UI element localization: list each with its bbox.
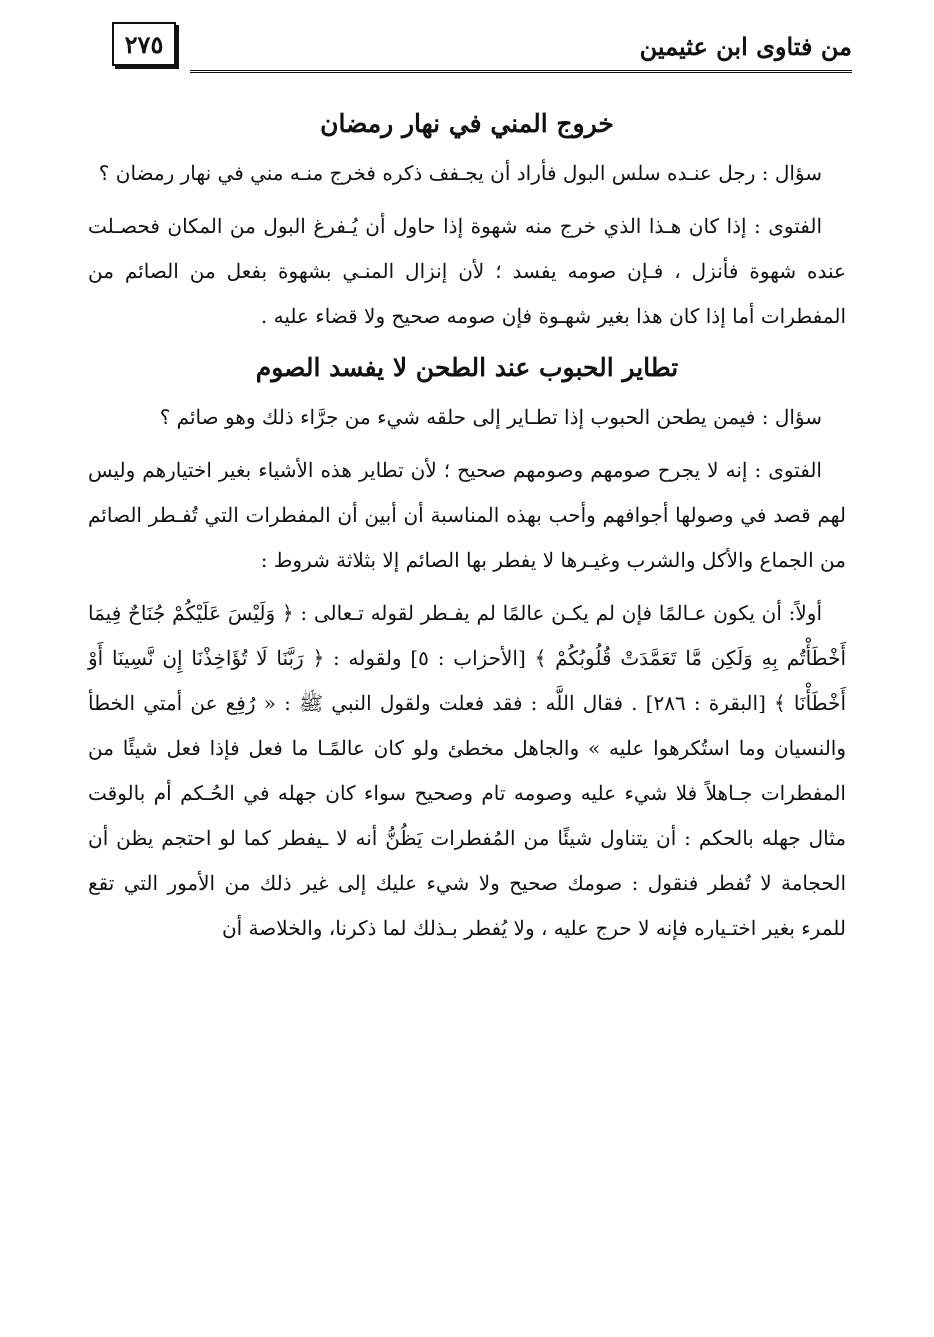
answer-paragraph — [88, 204, 846, 339]
question-paragraph — [88, 395, 846, 440]
answer-text: الفتوى : إنه لا يجرح صومهم وصومهم صحيح ؛ لأن تطاير هذه الأشياء بغير اختيارهم وليس لهم قصد في وصولها أجوافهم وأحب بهذه المناسبة أن أبين أن المفطرات التي تُفـطر الصائم من الجماع والأكل والشرب وغيـرها لا يفطر بها الصائم إلا بثلاثة شروط : — [88, 458, 846, 572]
question-paragraph — [88, 151, 846, 196]
section-title-grain-dust: تطاير الحبوب عند الطحن لا يفسد الصوم — [255, 353, 679, 382]
header-rule — [190, 70, 852, 73]
running-title: من فتاوى ابن عثيمين — [639, 32, 852, 61]
conditions-text: أولاً: أن يكون عـالمًا فإن لم يكـن عالمًا لم يفـطر لقوله تـعالى : ﴿ وَلَيْسَ عَلَيْكُمْ جُنَاحٌ فِيمَا أَخْطَأْتُم بِهِ وَلَكِن مَّا تَعَمَّدَتْ قُلُوبُكُمْ ﴾ [الأحزاب : ٥] ولقوله : ﴿ رَبَّنَا لَا تُؤَاخِذْنَا إِن نَّسِينَا أَوْ أَخْطَأْنَا ﴾ [البقرة : ٢٨٦] . فقال اللَّه : فقد فعلت ولقول النبي ﷺ : « رُفِع عن أمتي الخطأ والنسيان وما استُكرهوا عليه » والجاهل مخطئ ولو كان عالمًـا ما فعل فإذا فعل شيئًا من المفطرات جـاهلاً فلا شيء عليه وصومه تام وصحيح سواء كان جهله في الحُـكم أم بالوقت مثال جهله بالحكم : أن يتناول شيئًا من المُفطرات يَظُنُّ أنه لا ـيفطر كما لو احتجم يظن أن الحجامة لا تُفطر فنقول : صومك صحيح ولا شيء عليك إلى غير ذلك من الأمور التي تقع للمرء بغير اختـياره فإنه لا حرج عليه ، ولا يُفطر بـذلك لما ذكرنا، والخلاصة أن — [88, 601, 846, 940]
page-body — [88, 95, 846, 959]
question-text: سؤال : فيمن يطحن الحبوب إذا تطـاير إلى حلقه شيء من جرَّاء ذلك وهو صائم ؟ — [159, 405, 822, 429]
conditions-paragraph — [88, 591, 846, 951]
section-title-semen-ramadan: خروج المني في نهار رمضان — [320, 109, 614, 138]
page-number-box: ٢٧٥ — [112, 22, 176, 66]
answer-text: الفتوى : إذا كان هـذا الذي خرج منه شهوة إذا حاول أن يُـفرغ البول من المكان فحصـلت عنده شهوة فأنزل ، فـإن صومه يفسد ؛ لأن إنزال المنـي بشهوة بفعل من الصائم من المفطرات أما إذا كان هذا بغير شهـوة فإن صومه صحيح ولا قضاء عليه . — [88, 214, 846, 328]
page-header — [112, 22, 852, 72]
answer-paragraph — [88, 448, 846, 583]
question-text: سؤال : رجل عنـده سلس البول فأراد أن يجـفف ذكره فخرج منـه مني في نهار رمضان ؟ — [98, 161, 822, 185]
